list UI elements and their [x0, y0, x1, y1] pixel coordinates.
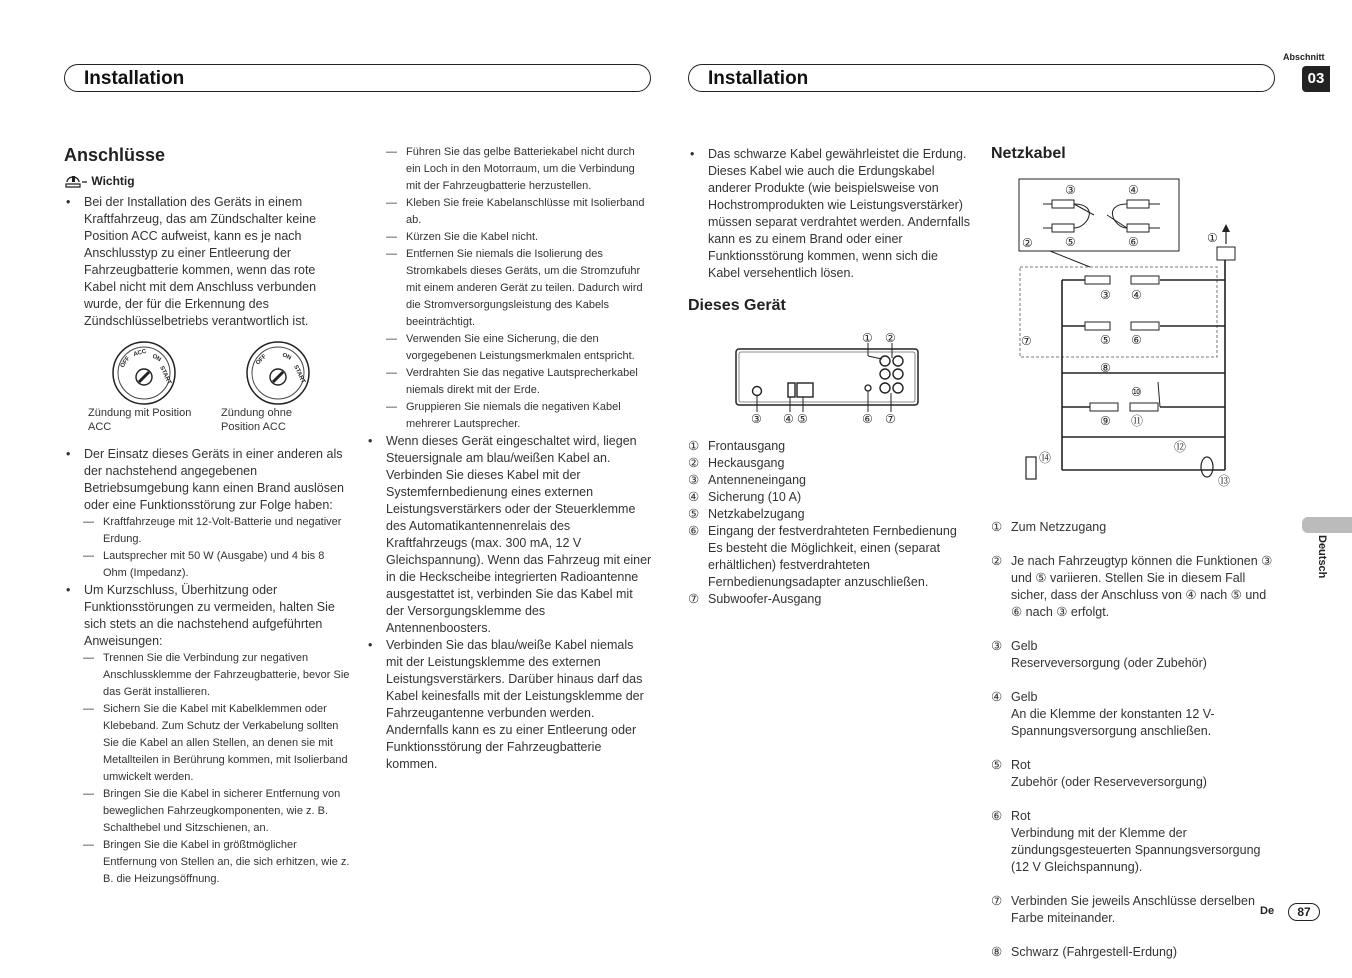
- key1-label-off: OFF: [119, 355, 132, 370]
- heading-anschluesse: Anschlüsse: [64, 145, 166, 165]
- unit-label-5: ⑤: [797, 412, 808, 426]
- list-item: • Bei der Installation des Geräts in einem Kraftfahrzeug, das am Zündschalter keine Position ACC aufweist, kann es je nach Anschlusstyp zu einer Entleerung der Fahrzeugbatterie kommen, wenn das rote Kabel nicht mit dem Anschluss verbunden wurde, der für die Erkennung des Zündschlüsselbetriebs verantwortlich ist.: [64, 194, 350, 330]
- list-item: ③ Antenneneingang: [688, 473, 807, 487]
- sub-item: — Kraftfahrzeuge mit 12-Volt-Batterie und negativer Erdung.: [83, 514, 350, 548]
- list-item: ⑤ Rot Zubehör (oder Reserveversorgung): [991, 758, 1207, 789]
- sub-item: — Verdrahten Sie das negative Lautsprecherkabel niemals direkt mit der Erde.: [386, 365, 652, 399]
- heading-netzkabel: Netzkabel: [991, 145, 1066, 162]
- sub-item: — Entfernen Sie niemals die Isolierung des Stromkabels dieses Geräts, um die Stromzufuhr mit einem anderen Gerät zu teilen. Dadurch wird die Stromversorgungsleistung des Kabels beeinträchtigt.: [386, 246, 652, 331]
- section-number: 03: [1302, 66, 1330, 92]
- list-item: ⑤ Netzkabelzugang: [688, 507, 805, 521]
- list-item: ④ Gelb An die Klemme der konstanten 12 V-Spannungsversorgung anschließen.: [991, 690, 1215, 738]
- ignition-with-acc-image: [109, 338, 179, 408]
- list-item: ⑧ Schwarz (Fahrgestell-Erdung): [991, 945, 1178, 959]
- list-item: ② Je nach Fahrzeugtyp können die Funktionen ③ und ⑤ variieren. Stellen Sie in diesem Fall sicher, dass der Anschluss von ④ nach ⑤ und ⑥ nach ③ erfolgt.: [991, 554, 1273, 619]
- key2-caption: Zündung ohne Position ACC: [221, 407, 292, 433]
- list-item: ② Heckausgang: [688, 456, 785, 470]
- list-item: ⑦ Subwoofer-Ausgang: [688, 592, 822, 606]
- ignition-without-acc-image: [243, 338, 313, 408]
- cord-label-inset-3: ③: [1065, 183, 1076, 197]
- cord-label-12: ⑫: [1174, 440, 1187, 454]
- cord-label-1: ①: [1207, 231, 1218, 245]
- sub-item: — Kürzen Sie die Kabel nicht.: [386, 229, 652, 246]
- unit-rear-diagram: [730, 328, 930, 428]
- heading-dieses-geraet: Dieses Gerät: [688, 297, 786, 314]
- cord-label-13: ⑬: [1218, 474, 1231, 488]
- cord-label-9: ⑨: [1100, 414, 1111, 428]
- cord-label-inset-5: ⑤: [1065, 235, 1076, 249]
- sub-item: — Führen Sie das gelbe Batteriekabel nicht durch ein Loch in den Motorraum, um die Verbindung mit der Fahrzeugbatterie herzustellen.: [386, 144, 652, 195]
- power-cord-diagram: [1010, 172, 1270, 492]
- list-item: ④ Sicherung (10 A): [688, 490, 802, 504]
- list-item: ⑥ Rot Verbindung mit der Klemme der zündungsgesteuerten Spannungsversorgung (12 V Gleichspannung).: [991, 809, 1261, 874]
- cord-label-2: ②: [1022, 236, 1033, 250]
- unit-label-4: ④: [783, 412, 794, 426]
- key1-label-start: START: [158, 365, 172, 386]
- sub-item: — Lautsprecher mit 50 W (Ausgabe) und 4 bis 8 Ohm (Impedanz).: [83, 548, 350, 582]
- important-icon: [64, 175, 88, 189]
- key1-label-acc: ACC: [132, 348, 148, 358]
- list-item: ① Zum Netzzugang: [991, 520, 1107, 534]
- section-label: Abschnitt: [1283, 52, 1325, 62]
- list-item: ① Frontausgang: [688, 439, 786, 453]
- key2-label-off: OFF: [255, 353, 268, 367]
- sub-item: — Bringen Sie die Kabel in sicherer Entfernung von beweglichen Fahrzeugkomponenten, wie z. B. Schalthebel und Sitzschienen, an.: [83, 786, 350, 837]
- list-item: • Der Einsatz dieses Geräts in einer anderen als der nachstehend angegebenen Betriebsumgebung kann einen Brand auslösen oder eine Funktionsstörung zur Folge haben:: [64, 446, 350, 514]
- cord-label-8: ⑧: [1100, 361, 1111, 375]
- key2-label-on: ON: [281, 352, 292, 362]
- key1-label-on: ON: [151, 353, 162, 364]
- unit-label-3: ③: [751, 412, 762, 426]
- sub-item: — Kleben Sie freie Kabelanschlüsse mit Isolierband ab.: [386, 195, 652, 229]
- cord-label-4: ④: [1131, 288, 1142, 302]
- page-number: 87: [1288, 903, 1320, 921]
- sub-item: — Gruppieren Sie niemals die negativen Kabel mehrerer Lautsprecher.: [386, 399, 652, 433]
- language-side-label: Deutsch: [1316, 535, 1328, 579]
- sub-item: — Trennen Sie die Verbindung zur negativen Anschlussklemme der Fahrzeugbatterie, bevor Sie das Gerät installieren.: [83, 650, 350, 701]
- cord-label-14: ⑭: [1039, 451, 1052, 465]
- cord-label-6: ⑥: [1131, 333, 1142, 347]
- unit-label-7: ⑦: [885, 412, 896, 426]
- key2-label-start: START: [292, 364, 306, 385]
- list-item: ⑦ Verbinden Sie jeweils Anschlüsse derselben Farbe miteinander.: [991, 894, 1255, 925]
- right-header-title: Installation: [708, 68, 809, 89]
- sub-item: — Bringen Sie die Kabel in größtmöglicher Entfernung von Stellen an, die sich erhitzen, wie z. B. die Heizungsöffnung.: [83, 837, 350, 888]
- language-tab: [1302, 517, 1352, 533]
- cord-label-11: ⑪: [1131, 414, 1144, 428]
- left-header-title: Installation: [84, 68, 185, 89]
- footer-lang: De: [1260, 905, 1275, 917]
- list-item: ③ Gelb Reserveversorgung (oder Zubehör): [991, 639, 1207, 670]
- list-item: • Wenn dieses Gerät eingeschaltet wird, liegen Steuersignale am blau/weißen Kabel an. Verbinden Sie dieses Kabel mit der Systemfernbedienung eines externen Leistungsverstärkers oder der Steuerklemme des Automatikantennenrelais des Kraftfahrzeugs (max. 300 mA, 12 V Gleichspannung). Wenn das Fahrzeug mit einer in die Heckscheibe integrierten Radioantenne ausgestattet ist, verbinden Sie das Kabel mit der Versorgungsklemme des Antennenboosters.: [366, 433, 652, 637]
- cord-label-3: ③: [1100, 288, 1111, 302]
- cord-label-inset-6: ⑥: [1128, 235, 1139, 249]
- cord-label-inset-4: ④: [1128, 183, 1139, 197]
- list-item: • Um Kurzschluss, Überhitzung oder Funktionsstörungen zu vermeiden, halten Sie sich stets an die nachstehend aufgeführten Anweisungen:: [64, 582, 350, 650]
- unit-label-6: ⑥: [862, 412, 873, 426]
- key1-caption: Zündung mit Position ACC: [88, 407, 192, 433]
- cord-label-10: ⑩: [1131, 385, 1142, 399]
- sub-item: — Sichern Sie die Kabel mit Kabelklemmen oder Klebeband. Zum Schutz der Verkabelung sollten Sie die Kabel an allen Stellen, an denen sie mit Metallteilen in Berührung kommen, mit Isolierband umwickelt werden.: [83, 701, 350, 786]
- cord-label-5: ⑤: [1100, 333, 1111, 347]
- sub-item: — Verwenden Sie eine Sicherung, die den vorgegebenen Leistungsmerkmalen entspricht.: [386, 331, 652, 365]
- list-item: • Das schwarze Kabel gewährleistet die Erdung. Dieses Kabel wie auch die Erdungskabel anderer Produkte (wie beispielsweise von Hochstromprodukten wie Leistungsverstärker) müssen separat verdrahtet werden. Andernfalls kann es zu einem Brand oder einer Funktionsstörung kommen, wenn sich die Kabel versehentlich lösen.: [688, 146, 972, 282]
- unit-label-1: ①: [862, 331, 873, 345]
- list-item: • Verbinden Sie das blau/weiße Kabel niemals mit der Leistungsklemme des externen Leistungsverstärkers. Darüber hinaus darf das Kabel keinesfalls mit der Leistungsklemme der Fahrzeugantenne verbunden werden. Andernfalls kann es zu einer Entleerung oder Funktionsstörung der Fahrzeugbatterie kommen.: [366, 637, 652, 773]
- important-note: [64, 174, 135, 189]
- important-label: Wichtig: [91, 174, 135, 188]
- unit-label-2: ②: [885, 331, 896, 345]
- list-item: ⑥ Eingang der festverdrahteten Fernbedienung Es besteht die Möglichkeit, einen (separat erhältlichen) festverdrahteten Fernbedienungsadapter anzuschließen.: [688, 524, 957, 589]
- cord-label-7: ⑦: [1021, 334, 1032, 348]
